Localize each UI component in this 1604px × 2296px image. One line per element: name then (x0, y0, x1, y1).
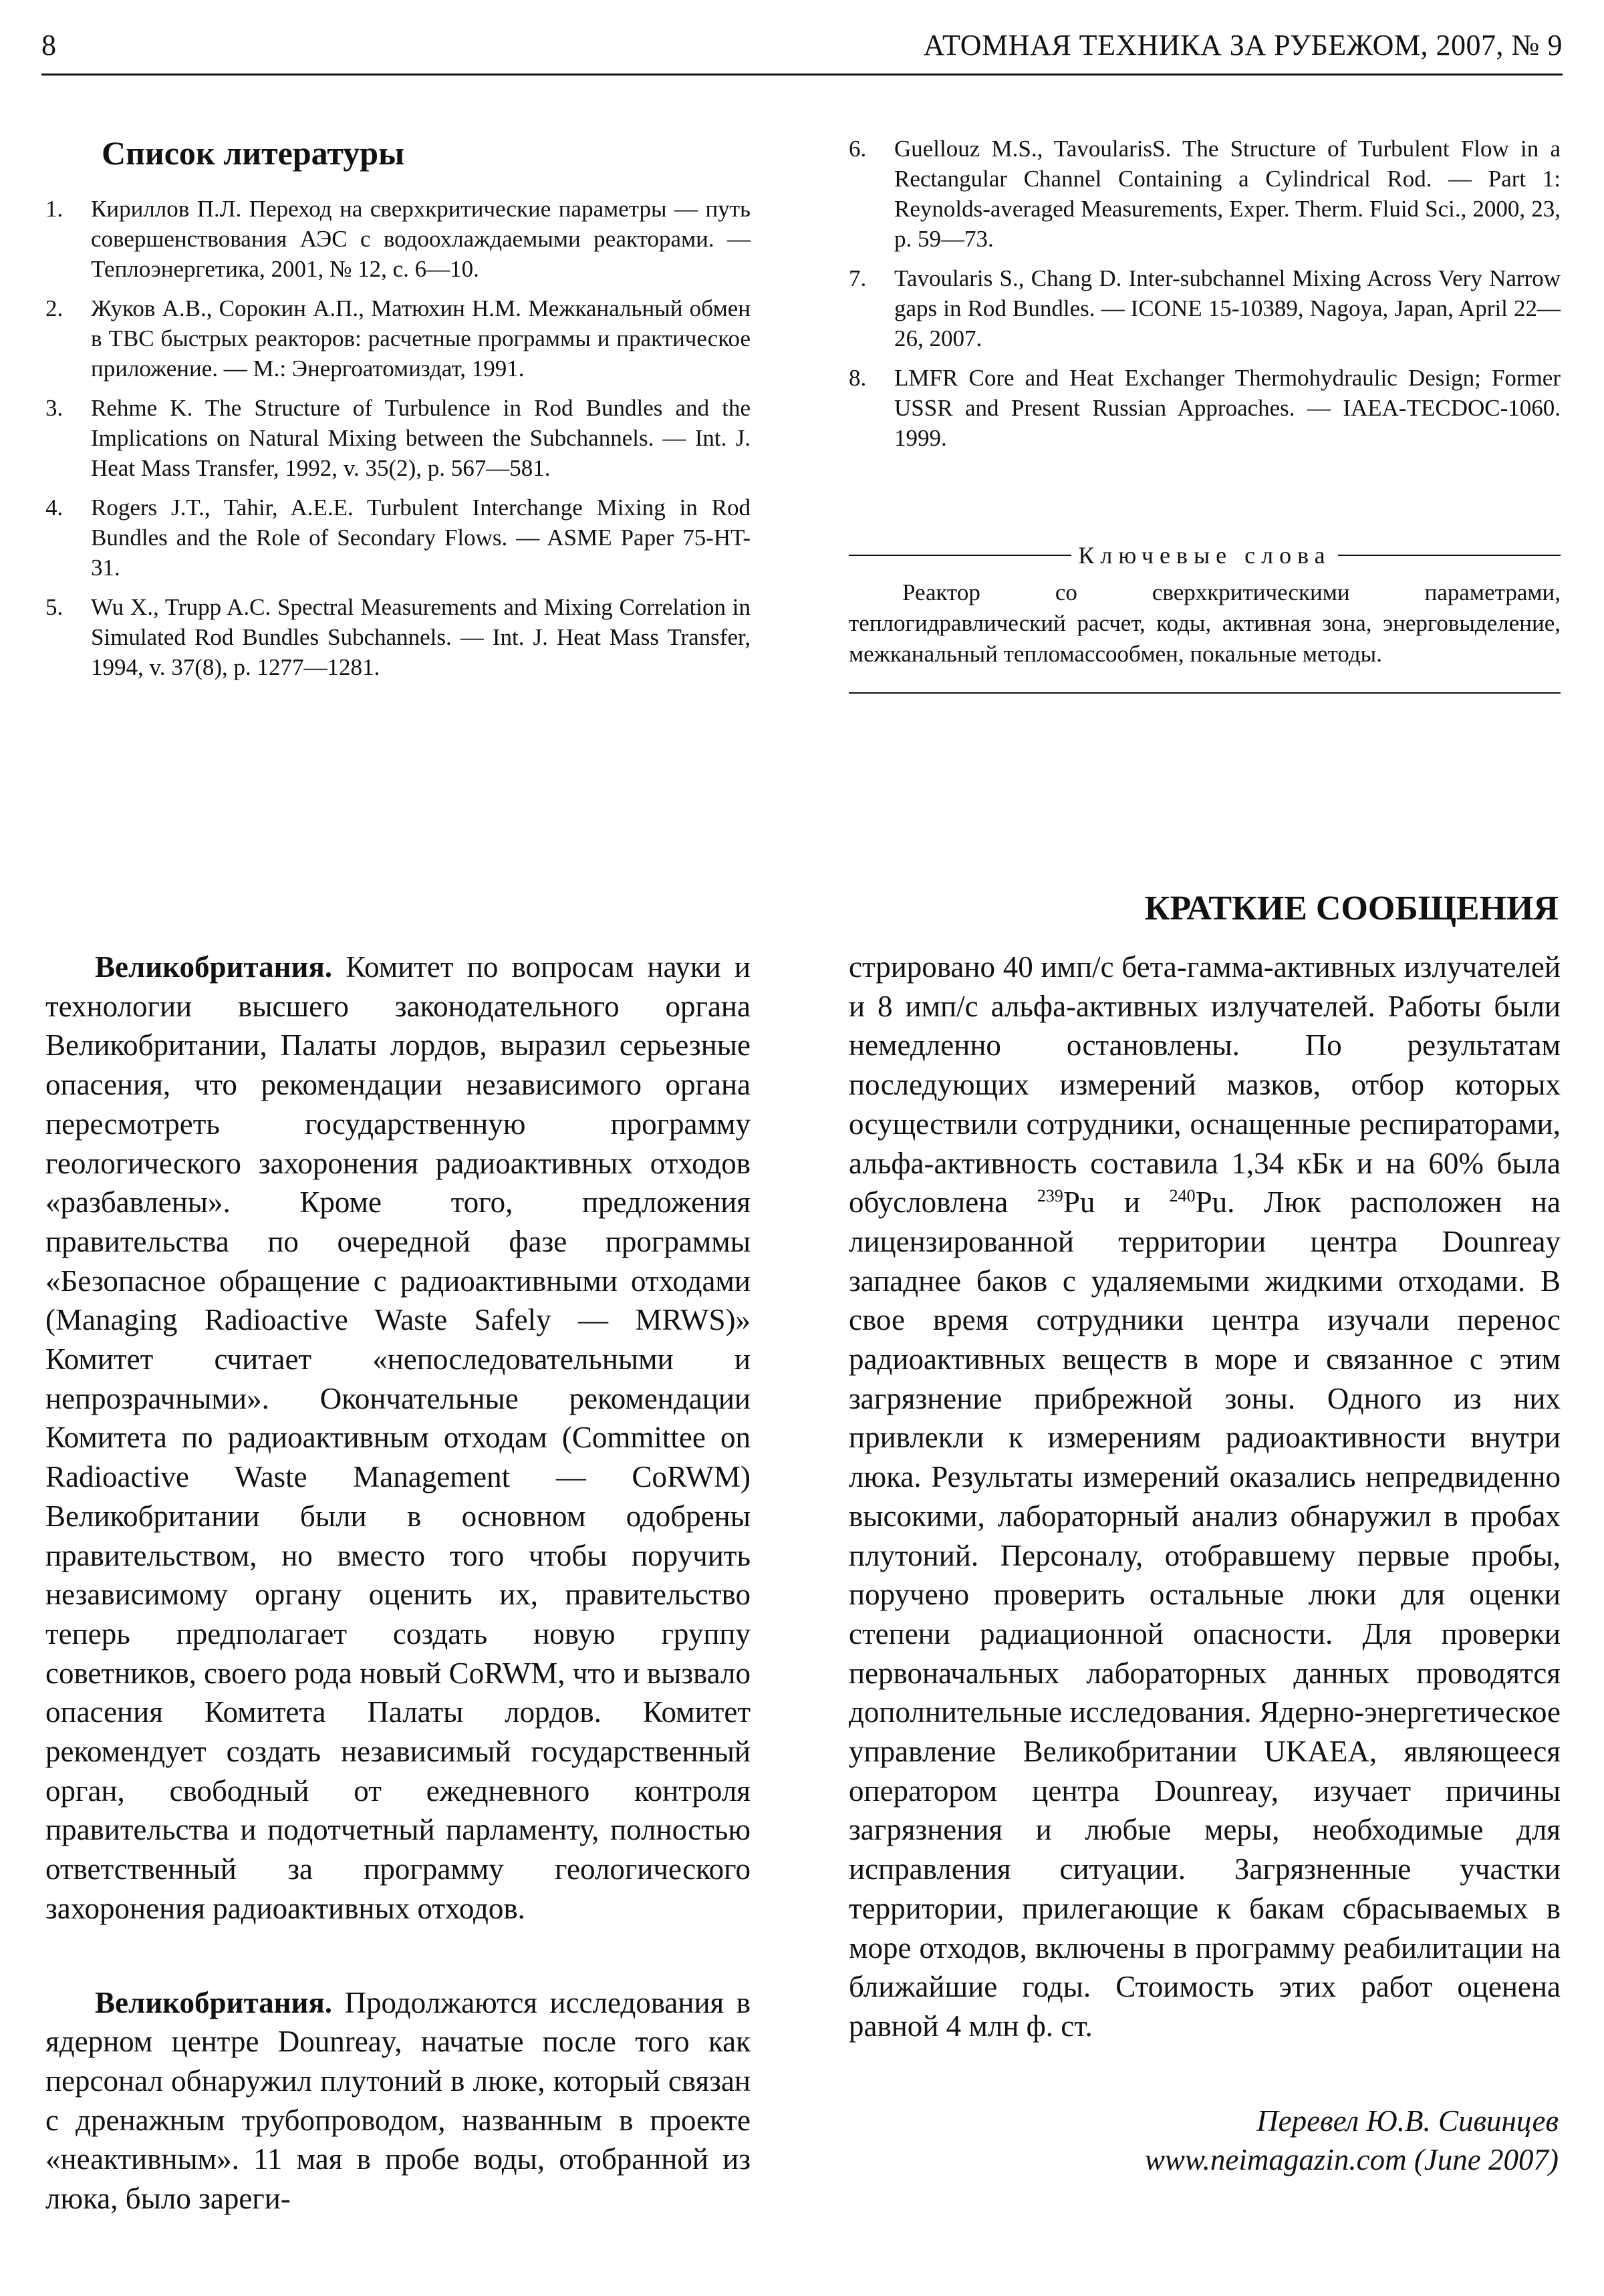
article-text: Продолжаются исследования в ядерном центре Dounreay, начатые после того как персонал обнаружил плутоний в люке, который связан с дренажным трубопроводом, названным в проекте «неактивным». 11 мая в пробе воды, отобранной из люка, было зареги- (45, 1985, 751, 2216)
reference-number: 5. (45, 594, 63, 620)
reference-item (45, 293, 751, 384)
reference-number: 2. (45, 295, 63, 321)
reference-text: Rogers J.T., Tahir, A.E.E. Turbulent Interchange Mixing in Rod Bundles and the Role of Secondary Flows. — ASME Paper 75-HT-31. (91, 494, 751, 581)
source-credit: www.neimagazin.com (June 2007) (1144, 2143, 1559, 2176)
reference-text: LMFR Core and Heat Exchanger Thermohydraulic Design; Former USSR and Present Russian Approaches. — IAEA-TECDOC-1060. 1999. (894, 365, 1561, 451)
reference-number: 7. (849, 265, 867, 291)
section-title: КРАТКИЕ СООБЩЕНИЯ (1144, 889, 1559, 927)
article-lead: Великобритания. (95, 950, 333, 984)
reference-item (849, 134, 1561, 254)
conjunction: и (1095, 1185, 1170, 1219)
keywords-rule-left (849, 555, 1071, 556)
credits (1145, 2102, 1559, 2179)
page-number: 8 (41, 29, 56, 61)
reference-item (849, 363, 1561, 453)
reference-number: 8. (849, 365, 867, 391)
reference-item (45, 492, 751, 583)
reference-text: Кириллов П.Л. Переход на сверхкритические параметры — путь совершенствования АЭС с водоохлаждаемыми реакторами. — Теплоэнергетика, 2001, № 12, с. 6—10. (91, 196, 751, 282)
news-left-column (45, 948, 751, 2218)
isotope-mass: 239 (1037, 1186, 1063, 1206)
keywords-header (849, 541, 1561, 569)
references-right-column (849, 134, 1561, 462)
article-text: стрировано 40 имп/с бета-гамма-активных излучателей и 8 имп/с альфа-активных излучателей. Работы были немедленно остановлены. По результатам последующих измерений мазков, отбор которых осуществили сотрудники, оснащенные респираторами, альфа-активность составила 1,34 кБк и на 60% была обусловлена (849, 950, 1561, 1219)
reference-number: 6. (849, 136, 867, 162)
keywords-rule-right (1338, 555, 1561, 556)
reference-text: Жуков А.В., Сорокин А.П., Матюхин Н.М. Межканальный обмен в ТВС быстрых реакторов: расчетные программы и практическое приложение. — М.: Энергоатомиздат, 1991. (91, 295, 751, 382)
reference-item (45, 194, 751, 284)
journal-title: АТОМНАЯ ТЕХНИКА ЗА РУБЕЖОМ, 2007, № 9 (923, 29, 1563, 61)
news-article-1 (45, 948, 751, 1928)
reference-text: Wu X., Trupp A.C. Spectral Measurements and Mixing Correlation in Simulated Rod Bundles Subchannels. — Int. J. Heat Mass Transfer, 1994, v. 37(8), p. 1277—1281. (91, 594, 751, 680)
reference-text: Guellouz M.S., TavoularisS. The Structure of Turbulent Flow in a Rectangular Channel Containing a Cylindrical Rod. — Part 1: Reynolds-averaged Measurements, Exper. Therm. Fluid Sci., 2000, 23, p. 59—73. (894, 136, 1561, 252)
keywords-rule-bottom (849, 692, 1561, 694)
reference-number: 1. (45, 196, 63, 222)
isotope-element: Pu (1195, 1185, 1228, 1219)
references-list-left (45, 194, 751, 682)
article-lead: Великобритания. (95, 1985, 333, 2019)
news-article-2 (45, 1983, 751, 2218)
reference-number: 4. (45, 494, 63, 521)
reference-number: 3. (45, 395, 63, 421)
keywords-title: Ключевые слова (1078, 542, 1331, 569)
references-list-right (849, 134, 1561, 453)
reference-text: Rehme K. The Structure of Turbulence in Rod Bundles and the Implications on Natural Mixing between the Subchannels. — Int. J. Heat Mass Transfer, 1992, v. 35(2), p. 567—581. (91, 395, 751, 481)
news-article-2-continued (849, 948, 1561, 2046)
keywords-box (849, 541, 1561, 694)
references-title: Список литературы (102, 134, 405, 172)
reference-item (45, 592, 751, 682)
news-right-column (849, 948, 1561, 2046)
isotope-mass: 240 (1169, 1186, 1196, 1206)
article-text: Комитет по вопросам науки и технологии высшего законодательного органа Великобритании, Палаты лордов, выразил серьезные опасения, что рекомендации независимого органа пересмотреть государственную программу геологического захоронения радиоактивных отходов «разбавлены». Кроме того, предложения правительства по очередной фазе программы «Безопасное обращение с радиоактивными отходами (Managing Radioactive Waste Safely — MRWS)» Комитет считает «непоследовательными и непрозрачными». Окончательные рекомендации Комитета по радиоактивным отходам (Committee on Radioactive Waste Management — CoRWM) Великобритании были в основном одобрены правительством, но вместо того чтобы поручить независимому органу оценить их, правительство теперь предполагает создать новую группу советников, своего рода новый CoRWM, что и вызвало опасения Комитета Палаты лордов. Комитет рекомендует создать независимый государственный орган, свободный от ежедневного контроля правительства и подотчетный парламенту, полностью ответственный за программу геологического захоронения радиоактивных отходов. (45, 950, 751, 1925)
reference-item (45, 393, 751, 483)
references-left-column (45, 134, 751, 692)
reference-text: Tavoularis S., Chang D. Inter-subchannel Mixing Across Very Narrow gaps in Rod Bundles. — ICONE 15-10389, Nagoya, Japan, April 22—26, 2007. (894, 265, 1561, 351)
translator-credit: Перевел Ю.В. Сивинцев (1256, 2104, 1559, 2138)
isotope-element: Pu (1063, 1185, 1095, 1219)
keywords-text: Реактор со сверхкритическими параметрами, теплогидравлический расчет, коды, активная зона, энерговыделение, межканальный тепломассообмен, покальные методы. (849, 579, 1561, 667)
page-header (41, 28, 1563, 76)
article-text: . Люк расположен на лицензированной территории центра Dounreay западнее баков с удаляемыми жидкими отходами. В свое время сотрудники центра изучали перенос радиоактивных веществ в море и связанное с этим загрязнение прибрежной зоны. Одного из них привлекли к измерениям радиоактивности внутри люка. Результаты измерений оказались непредвиденно высокими, лабораторный анализ обнаружил в пробах плутоний. Персоналу, отобравшему первые пробы, поручено проверить остальные люки для оценки степени радиационной опасности. Для проверки первоначальных лабораторных данных проводятся дополнительные исследования. Ядерно-энергетическое управление Великобритании UKAEA, являющееся оператором центра Dounreay, изучает причины загрязнения и любые меры, необходимые для исправления ситуации. Загрязненные участки территории, прилегающие к бакам сбрасываемых в море отходов, включены в программу реабилитации на ближайшие годы. Стоимость этих работ оценена равной 4 млн ф. ст. (849, 1185, 1561, 2043)
reference-item (849, 263, 1561, 353)
